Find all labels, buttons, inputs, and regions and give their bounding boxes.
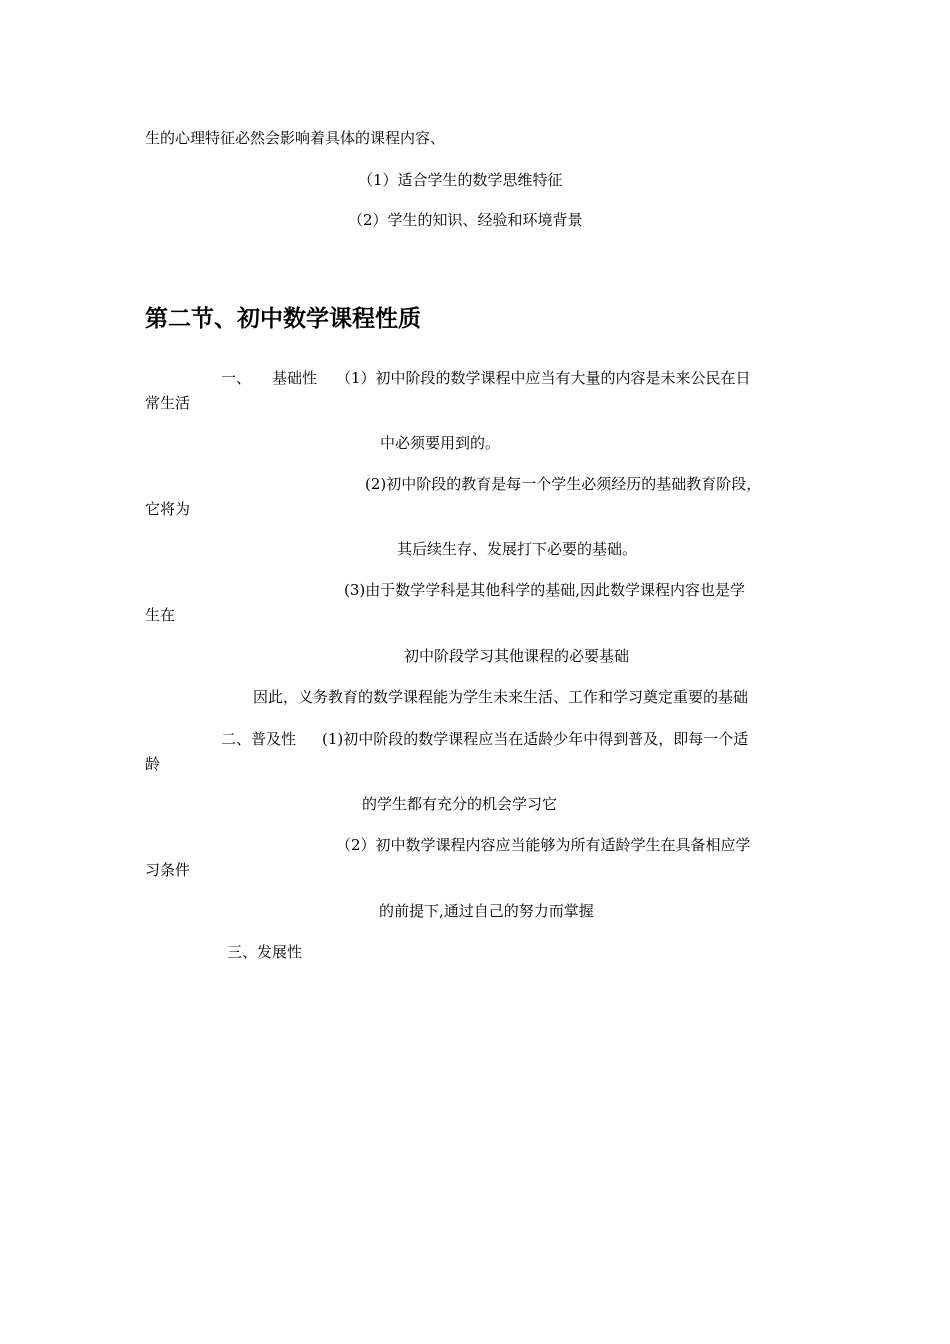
- part2-p2-line2: 习条件: [145, 861, 191, 879]
- part1-label: 一、: [221, 369, 252, 387]
- part3-label: 三、发展性: [227, 943, 303, 961]
- part1-p1-line2: 常生活: [145, 394, 191, 412]
- part1-summary: 因此，义务教育的数学课程能为学生未来生活、工作和学习奠定重要的基础: [253, 688, 749, 706]
- part2-label: 二、普及性: [221, 730, 297, 748]
- part1-p1-line3: 中必须要用到的。: [380, 434, 501, 452]
- part2-p2-line1: （2）初中数学课程内容应当能够为所有适龄学生在具备相应学: [336, 836, 751, 854]
- section-heading: 第二节、初中数学课程性质: [145, 306, 421, 332]
- part2-p1-line1: (1)初中阶段的数学课程应当在适龄少年中得到普及，即每一个适: [322, 730, 749, 748]
- intro-item-2: （2）学生的知识、经验和环境背景: [348, 211, 583, 229]
- part1-p2-line2: 它将为: [145, 500, 191, 518]
- intro-line: 生的心理特征必然会影响着具体的课程内容、: [145, 129, 446, 147]
- part1-p3-line1: (3)由于数学学科是其他科学的基础,因此数学课程内容也是学: [344, 581, 746, 599]
- part1-p3-line3: 初中阶段学习其他课程的必要基础: [404, 647, 630, 665]
- part2-p2-line3: 的前提下,通过自己的努力而掌握: [379, 902, 594, 920]
- intro-item-1: （1）适合学生的数学思维特征: [358, 171, 563, 189]
- part1-p2-line1: (2)初中阶段的教育是每一个学生必须经历的基础教育阶段，: [365, 475, 762, 493]
- part2-p1-line2: 龄: [145, 755, 161, 773]
- part2-p1-line3: 的学生都有充分的机会学习它: [362, 795, 558, 813]
- part1-p1-line1: （1）初中阶段的数学课程中应当有大量的内容是未来公民在日: [336, 369, 751, 387]
- part1-p2-line3: 其后续生存、发展打下必要的基础。: [397, 540, 638, 558]
- part1-title: 基础性: [272, 369, 318, 387]
- part1-p3-line2: 生在: [145, 606, 176, 624]
